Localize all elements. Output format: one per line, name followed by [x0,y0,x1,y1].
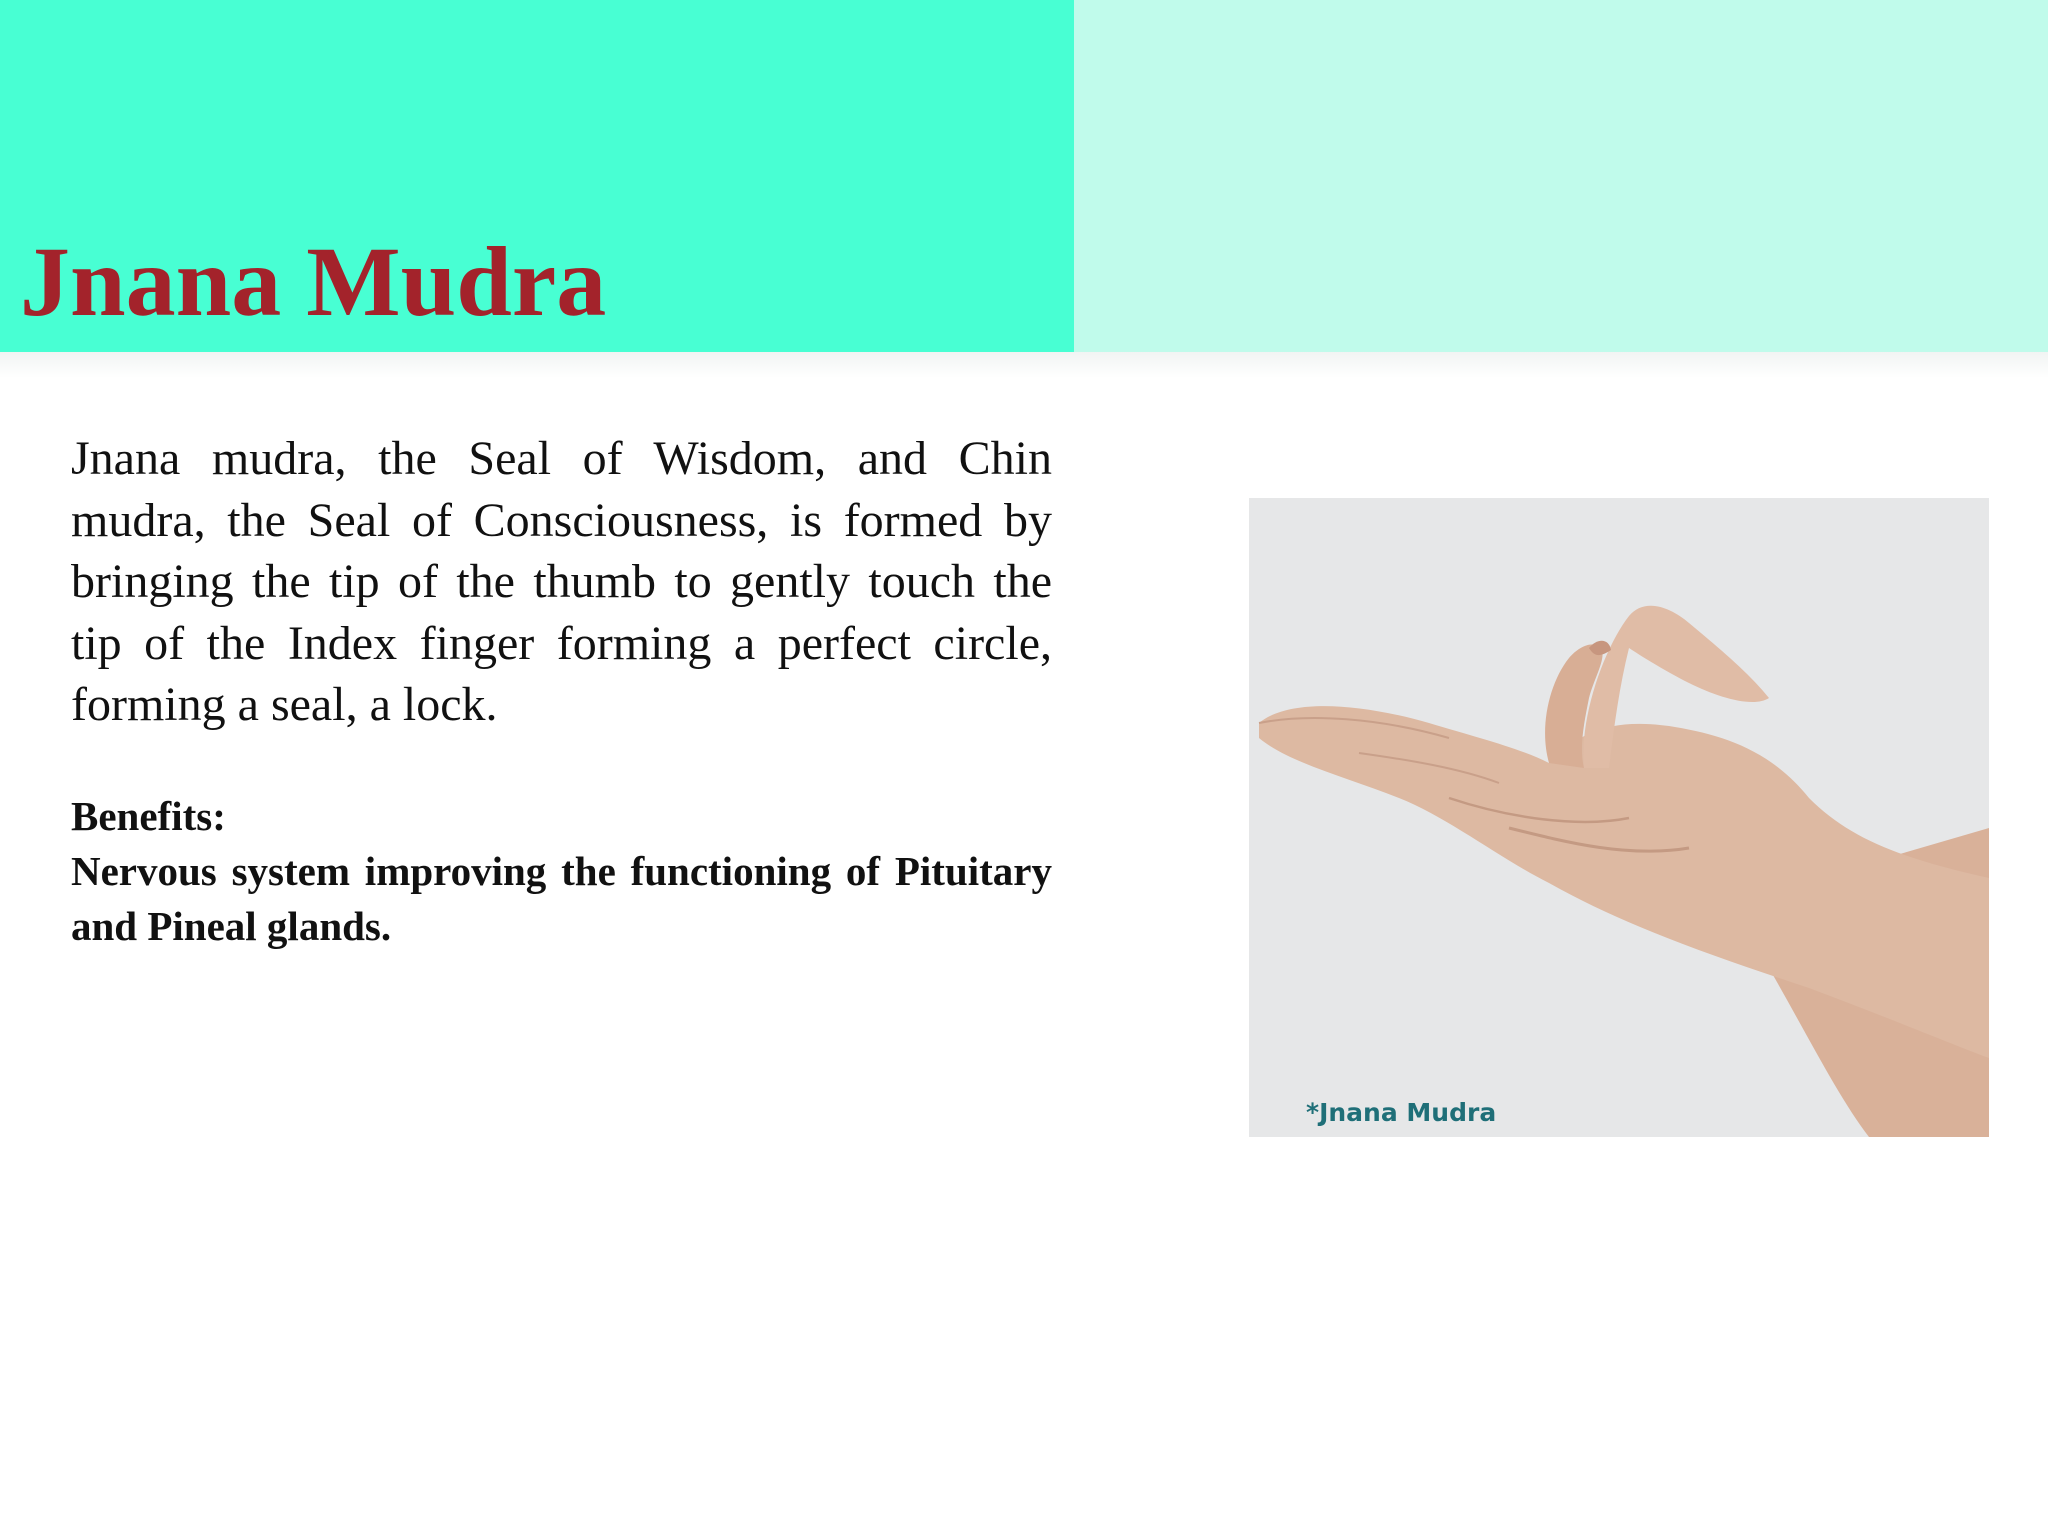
header-shadow [0,352,2048,378]
mudra-photo [1249,498,1989,1137]
header-band-right [1074,0,2048,352]
slide-title: Jnana Mudra [20,226,607,337]
photo-caption: *Jnana Mudra [1306,1098,1497,1127]
benefits-heading: Benefits: [71,793,226,839]
description-paragraph: Jnana mudra, the Seal of Wisdom, and Chin mudra, the Seal of Consciousness, is formed by bringing the tip of the thumb to gently touch the tip of the Index finger forming a perfect circle, forming a seal, a lock. [71,432,1052,731]
benefits-text: Nervous system improving the functioning of Pituitary and Pineal glands. [71,848,1052,949]
hand-illustration [1249,498,1989,1137]
